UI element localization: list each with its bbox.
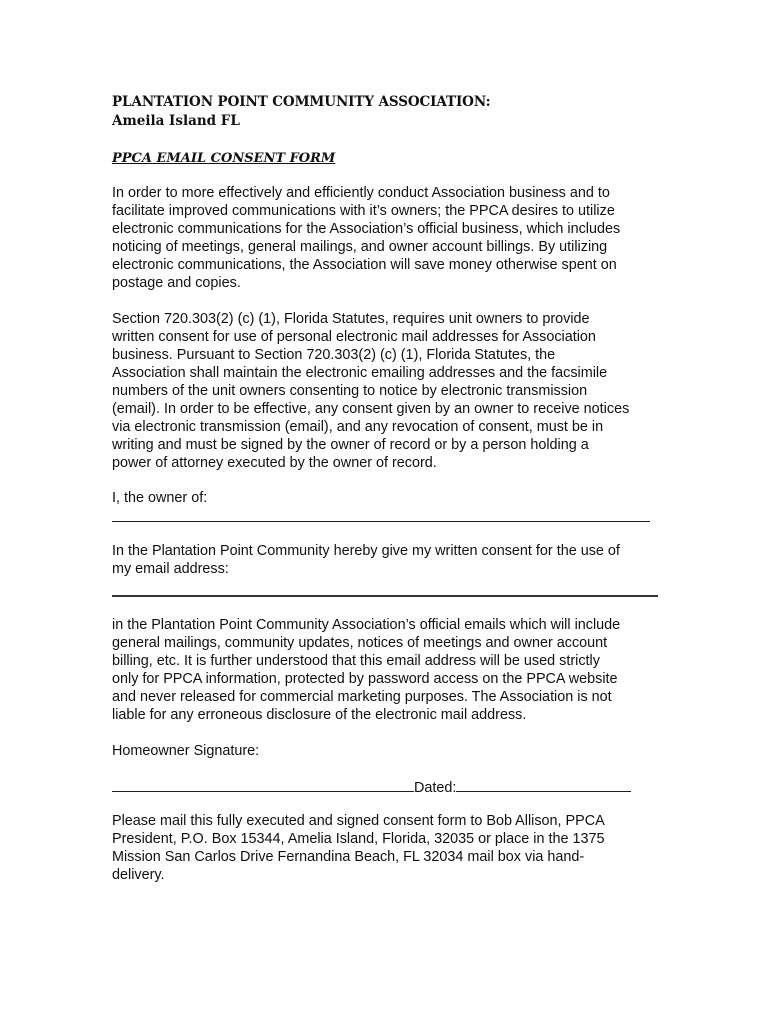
usage-line: only for PPCA information, protected by password access on the PPCA website	[112, 671, 618, 687]
usage-line: in the Plantation Point Community Association’s official emails which will include	[112, 617, 621, 633]
statute-line: Section 720.303(2) (c) (1), Florida Statutes, requires unit owners to provide	[112, 311, 590, 327]
consent-line: In the Plantation Point Community hereby give my written consent for the use of	[112, 543, 620, 559]
statute-paragraph	[112, 310, 672, 472]
mailing-paragraph	[112, 812, 672, 884]
statute-line: writing and must be signed by the owner of record or by a person holding a	[112, 437, 589, 453]
date-line[interactable]	[456, 777, 631, 792]
org-name-heading: PLANTATION POINT COMMUNITY ASSOCIATION:	[112, 94, 491, 110]
intro-line: noticing of meetings, general mailings, and owner account billings. By utilizing	[112, 239, 608, 255]
mailing-line: Mission San Carlos Drive Fernandina Beach, FL 32034 mail box via hand-	[112, 849, 585, 865]
intro-line: electronic communications, the Association will save money otherwise spent on	[112, 257, 617, 273]
usage-paragraph	[112, 616, 672, 724]
email-address-line[interactable]	[112, 595, 658, 597]
intro-line: facilitate improved communications with it’s owners; the PPCA desires to utilize	[112, 203, 615, 219]
intro-line: In order to more effectively and efficiently conduct Association business and to	[112, 185, 610, 201]
owner-label: I, the owner of:	[112, 490, 208, 506]
statute-line: (email). In order to be effective, any consent given by an owner to receive notices	[112, 401, 630, 417]
homeowner-signature-label: Homeowner Signature:	[112, 743, 260, 759]
mailing-line: Please mail this fully executed and signed consent form to Bob Allison, PPCA	[112, 813, 605, 829]
mailing-line: delivery.	[112, 867, 165, 883]
usage-line: liable for any erroneous disclosure of the electronic mail address.	[112, 707, 527, 723]
intro-paragraph	[112, 184, 672, 292]
consent-line: my email address:	[112, 561, 229, 577]
form-title: PPCA EMAIL CONSENT FORM	[112, 151, 336, 166]
statute-line: via electronic transmission (email), and any revocation of consent, must be in	[112, 419, 604, 435]
statute-line: numbers of the unit owners consenting to notice by electronic transmission	[112, 383, 588, 399]
statute-line: power of attorney executed by the owner of record.	[112, 455, 437, 471]
consent-paragraph	[112, 542, 672, 578]
usage-line: billing, etc. It is further understood that this email address will be used strictly	[112, 653, 600, 669]
statute-line: Association shall maintain the electronic emailing addresses and the facsimile	[112, 365, 608, 381]
usage-line: general mailings, community updates, notices of meetings and owner account	[112, 635, 608, 651]
intro-line: postage and copies.	[112, 275, 241, 291]
usage-line: and never released for commercial marketing purposes. The Association is not	[112, 689, 612, 705]
location-heading: Ameila Island FL	[112, 113, 240, 129]
signature-line[interactable]	[112, 777, 414, 792]
statute-line: business. Pursuant to Section 720.303(2) (c) (1), Florida Statutes, the	[112, 347, 556, 363]
dated-label: Dated:	[414, 780, 457, 796]
owner-property-line[interactable]	[112, 521, 650, 522]
statute-line: written consent for use of personal electronic mail addresses for Association	[112, 329, 596, 345]
intro-line: electronic communications for the Association’s official business, which includes	[112, 221, 621, 237]
mailing-line: President, P.O. Box 15344, Amelia Island, Florida, 32035 or place in the 1375	[112, 831, 605, 847]
signature-row	[112, 777, 631, 797]
